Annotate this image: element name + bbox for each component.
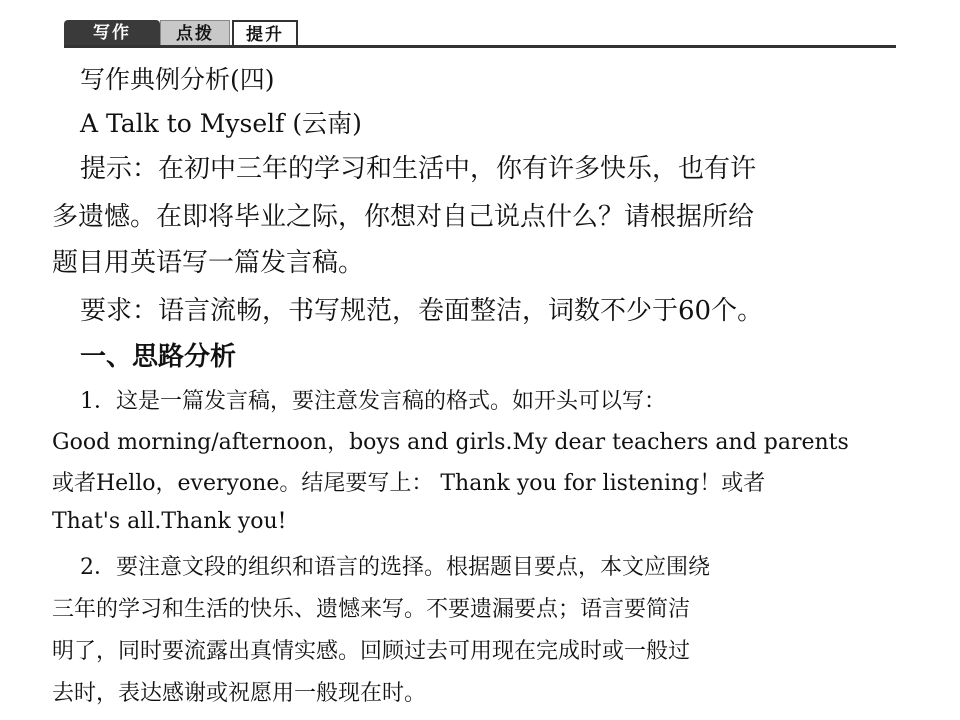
point-1-line: Good morning/afternoon，boys and girls.My dear teachers and parents [52,430,849,455]
point-1-line: 1．这是一篇发言稿，要注意发言稿的格式。如开头可以写： [80,389,666,414]
point-1-line: 或者Hello，everyone。结尾要写上： Thank you for listening！或者 [52,471,766,496]
point-2-line: 三年的学习和生活的快乐、遗憾来写。不要遗漏要点；语言要简洁 [52,597,691,622]
requirement-text: 要求：语言流畅，书写规范，卷面整洁，词数不少于60个。 [80,296,764,326]
section-tabs [64,20,896,48]
topic-title: A Talk to Myself (云南) [80,109,362,138]
tab-tips[interactable]: 点拨 [160,20,230,46]
section-heading: 一、思路分析 [80,342,237,372]
point-1-line: That's all.Thank you! [52,509,287,534]
header-rule [64,45,896,48]
point-2-line: 明了，同时要流露出真情实感。回顾过去可用现在完成时或一般过 [52,639,691,664]
point-2-line: 去时，表达感谢或祝愿用一般现在时。 [52,681,427,706]
tab-improve[interactable]: 提升 [232,20,298,46]
prompt-line: 题目用英语写一篇发言稿。 [52,248,365,278]
page-title: 写作典例分析(四) [80,65,275,94]
prompt-line: 提示：在初中三年的学习和生活中，你有许多快乐，也有许 [80,154,757,184]
prompt-line: 多遗憾。在即将毕业之际，你想对自己说点什么？请根据所给 [52,202,755,232]
point-2-line: 2．要注意文段的组织和语言的选择。根据题目要点，本文应围绕 [80,555,710,580]
tab-writing[interactable]: 写作 [64,20,160,46]
